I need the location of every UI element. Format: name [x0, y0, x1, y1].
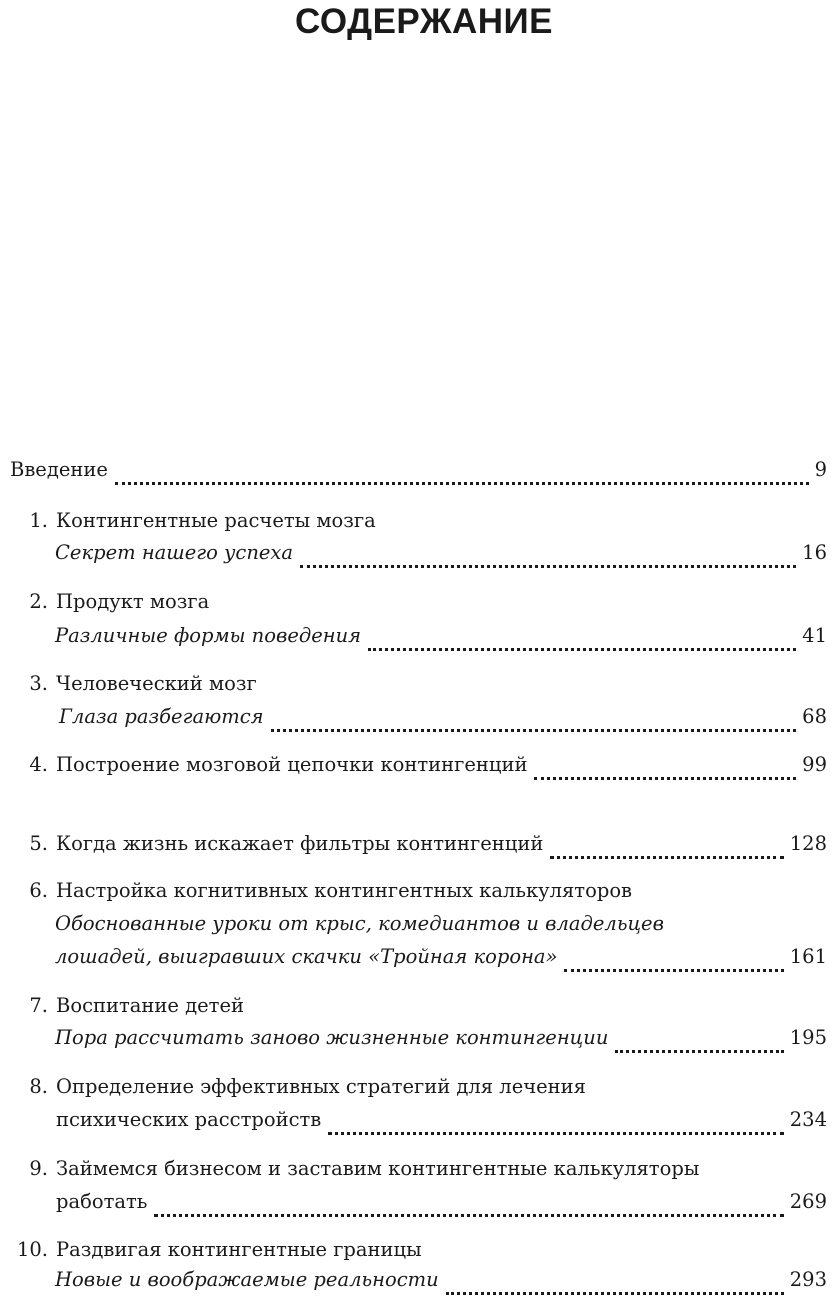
toc-chapter-1[interactable]	[0, 509, 827, 543]
toc-page: 128	[789, 832, 827, 855]
chapter-number: 6.	[29, 879, 48, 902]
toc-page: 9	[814, 458, 827, 481]
chapter-number: 10.	[16, 1238, 48, 1261]
chapter-subtitle: лошадей, выигравших скачки «Тройная корона»	[55, 945, 558, 968]
toc-title: Введение	[10, 458, 108, 481]
dot-leader	[154, 1214, 783, 1217]
chapter-subtitle: Различные формы поведения	[55, 624, 362, 647]
toc-chapter-6[interactable]	[0, 879, 827, 913]
chapter-title: Воспитание детей	[56, 994, 245, 1017]
dot-leader	[271, 729, 797, 732]
toc-page: 68	[802, 705, 827, 728]
toc-chapter-4[interactable]	[0, 753, 827, 787]
chapter-number: 3.	[29, 672, 48, 695]
toc-subtitle-7[interactable]	[0, 1026, 827, 1060]
chapter-number: 8.	[29, 1075, 48, 1098]
dot-leader	[328, 1132, 783, 1135]
toc-chapter-10[interactable]	[0, 1238, 827, 1272]
toc-chapter-2[interactable]	[0, 590, 827, 624]
toc-page: 234	[789, 1108, 827, 1131]
toc-chapter-7[interactable]	[0, 994, 827, 1028]
chapter-number: 1.	[29, 509, 48, 532]
page-title: СОДЕРЖАНИЕ	[294, 2, 553, 41]
toc-chapter-3[interactable]	[0, 672, 827, 706]
chapter-number: 2.	[29, 590, 48, 613]
chapter-subtitle: Новые и воображаемые реальности	[55, 1268, 439, 1291]
chapter-number: 4.	[29, 753, 48, 776]
toc-page: 195	[789, 1026, 827, 1049]
chapter-title: Продукт мозга	[56, 590, 210, 613]
toc-page: 41	[802, 624, 827, 647]
toc-page: 161	[789, 945, 827, 968]
chapter-number: 5.	[29, 832, 48, 855]
dot-leader	[115, 482, 809, 485]
chapter-title: Займемся бизнесом и заставим контингентные калькуляторы	[56, 1157, 700, 1180]
toc-subtitle-10[interactable]	[0, 1268, 827, 1302]
chapter-title: Настройка когнитивных контингентных калькуляторов	[56, 879, 633, 902]
toc-chapter-8-cont[interactable]	[0, 1108, 827, 1142]
toc-chapter-9[interactable]	[0, 1157, 827, 1191]
chapter-title: Человеческий мозг	[56, 672, 257, 695]
toc-entry-intro[interactable]	[0, 458, 827, 492]
toc-subtitle-3[interactable]	[0, 705, 827, 739]
toc-chapter-5[interactable]	[0, 832, 827, 866]
dot-leader	[446, 1292, 784, 1295]
dot-leader	[564, 969, 783, 972]
toc-chapter-8[interactable]	[0, 1075, 827, 1109]
toc-chapter-9-cont[interactable]	[0, 1190, 827, 1224]
dot-leader	[615, 1050, 783, 1053]
toc-page: 16	[802, 541, 827, 564]
chapter-subtitle: Пора рассчитать заново жизненные контингенции	[55, 1026, 609, 1049]
chapter-subtitle: Обоснованные уроки от крыс, комедиантов и владельцев	[55, 912, 664, 935]
chapter-number: 9.	[29, 1157, 48, 1180]
chapter-title: Определение эффективных стратегий для лечения	[56, 1075, 586, 1098]
toc-subtitle-6b[interactable]	[0, 945, 827, 979]
dot-leader	[550, 856, 783, 859]
chapter-title: Контингентные расчеты мозга	[56, 509, 376, 532]
dot-leader	[300, 565, 796, 568]
toc-subtitle-6a[interactable]	[0, 912, 827, 946]
toc-page: 269	[789, 1190, 827, 1213]
chapter-subtitle: Секрет нашего успеха	[55, 541, 294, 564]
dot-leader	[534, 777, 796, 780]
chapter-title: Построение мозговой цепочки контингенций	[56, 753, 528, 776]
toc-page: 293	[789, 1268, 827, 1291]
toc-page: 99	[802, 753, 827, 776]
toc-subtitle-1[interactable]	[0, 541, 827, 575]
chapter-title-continued: психических расстройств	[56, 1108, 322, 1131]
chapter-number: 7.	[29, 994, 48, 1017]
chapter-title: Когда жизнь искажает фильтры контингенций	[56, 832, 544, 855]
toc-subtitle-2[interactable]	[0, 624, 827, 658]
dot-leader	[368, 648, 796, 651]
chapter-title: Раздвигая контингентные границы	[56, 1238, 422, 1261]
chapter-title-continued: работать	[56, 1190, 148, 1213]
chapter-subtitle: Глаза разбегаются	[59, 705, 264, 728]
